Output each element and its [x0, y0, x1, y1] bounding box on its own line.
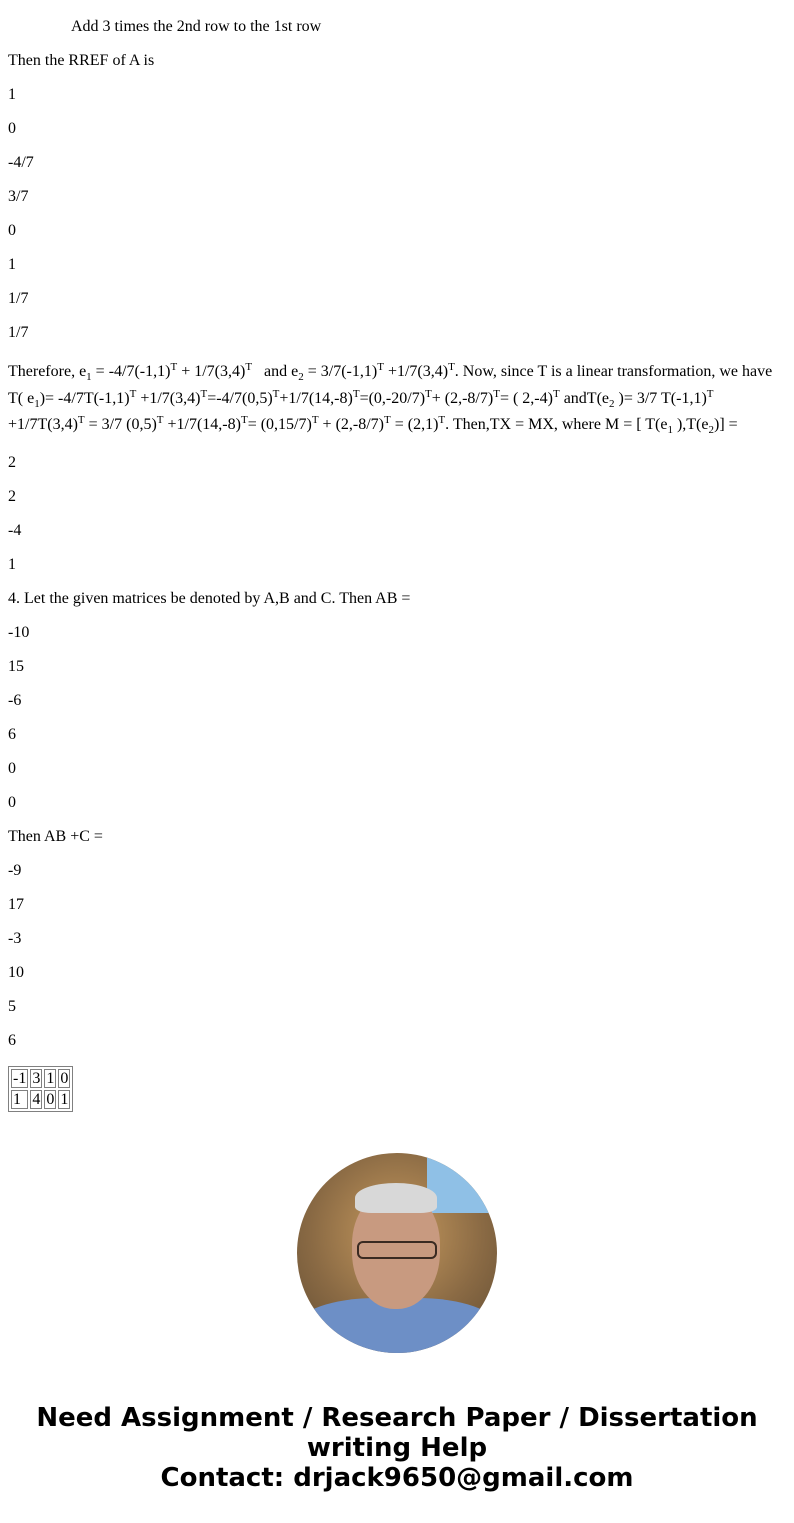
ab-plus-c-value: 5: [8, 998, 16, 1015]
row-operation-step: Add 3 times the 2nd row to the 1st row: [71, 18, 322, 35]
rref-value: 1: [8, 256, 16, 273]
table-cell: -1: [13, 1070, 27, 1087]
ab-plus-c-value: 17: [8, 896, 24, 913]
matrix-m-value: 2: [8, 454, 16, 471]
ab-value: 6: [8, 726, 16, 743]
table-cell: 0: [60, 1070, 69, 1087]
table-cell: 1: [11, 1090, 28, 1109]
matrix-m-value: 2: [8, 488, 16, 505]
rref-value: 1: [8, 86, 16, 103]
table-cell: 3: [32, 1070, 41, 1087]
table-cell: 1: [46, 1070, 55, 1087]
matrix-m-value: -4: [8, 522, 22, 539]
table-cell: 4: [32, 1091, 41, 1108]
contact-footer: [0, 1403, 794, 1493]
ab-value: -6: [8, 692, 22, 709]
ab-plus-c-intro: Then AB +C =: [8, 828, 103, 845]
rref-value: 1/7: [8, 324, 29, 341]
rref-value: 3/7: [8, 188, 29, 205]
ab-plus-c-value: -9: [8, 862, 22, 879]
ab-value: -10: [8, 624, 30, 641]
ab-value: 0: [8, 760, 16, 777]
ab-plus-c-value: -3: [8, 930, 22, 947]
linear-transformation-paragraph: Therefore, $e_1 = -4/7(-1,1)^T + 1/7(3,4)^T$ and $e_2 = 3/7(-1,1)^T +1/7(3,4)^T$. Now, since T is a linear transformation, we have T( $e_1)= -4/7T(-1,1)^T +1/7(3,4)^T=-4/7(0,5)^T+1/7(14,-8)^T=(0,-20/7)^T+ (2,-8/7)^T=$ ( 2,-4)$^T$ $andT(e_2$ )= 3/7 $T(-1,1)^T +1/7T(3,4)^T = 3/7$ $(0,5)^T +1/7(14,-8)^T= (0,15/7)^T + (2,-8/7)^T = (2,1)^T$. Then,TX = MX, where M = [ $T(e_1$ )$,T(e_2)$] =: [8, 361, 773, 436]
matrix-m-value: 1: [8, 556, 16, 573]
table-row: [11, 1069, 70, 1088]
author-avatar: [297, 1153, 497, 1353]
table-cell: 0: [46, 1091, 55, 1108]
avatar-glasses: [357, 1241, 437, 1259]
augmented-matrix-table: [8, 1066, 73, 1112]
avatar-hair: [355, 1183, 437, 1213]
table-row: [11, 1090, 70, 1109]
rref-value: -4/7: [8, 154, 34, 171]
footer-line: writing Help: [306, 1433, 488, 1463]
footer-contact: Contact: drjack9650@gmail.com: [160, 1463, 634, 1493]
ab-value: 0: [8, 794, 16, 811]
rref-value: 0: [8, 120, 16, 137]
rref-intro: Then the RREF of A is: [8, 52, 155, 69]
footer-line: Need Assignment / Research Paper / Dissertation: [36, 1403, 758, 1433]
ab-plus-c-value: 10: [8, 964, 24, 981]
rref-value: 0: [8, 222, 16, 239]
question-4-intro: 4. Let the given matrices be denoted by A,B and C. Then AB =: [8, 590, 411, 607]
table-cell: 1: [60, 1091, 69, 1108]
ab-plus-c-value: 6: [8, 1032, 16, 1049]
avatar-background: [427, 1153, 497, 1213]
rref-value: 1/7: [8, 290, 29, 307]
ab-value: 15: [8, 658, 24, 675]
